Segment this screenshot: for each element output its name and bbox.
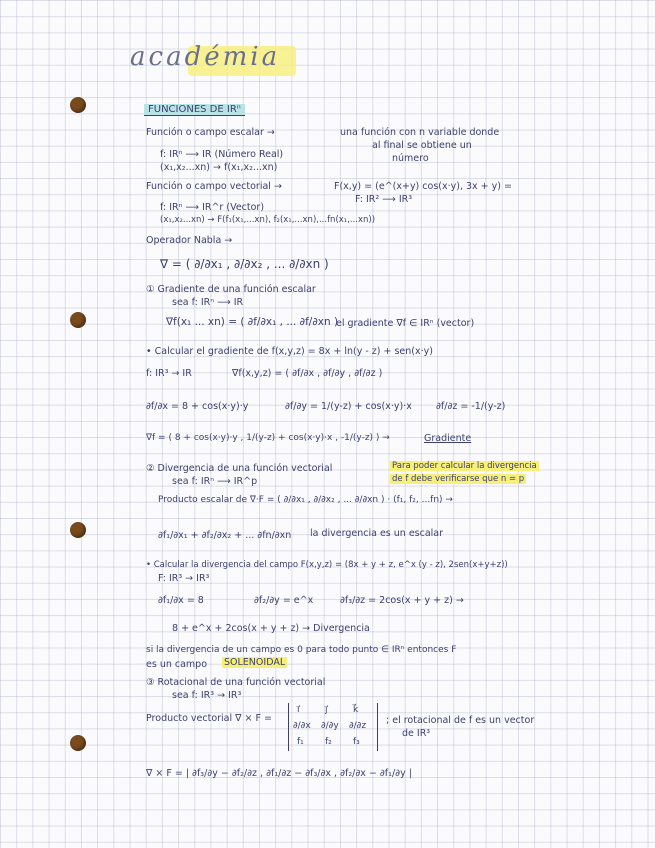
- formula-line: ∂f₁/∂x₁ + ∂f₂/∂x₂ + ... ∂fn/∂xn: [158, 530, 292, 541]
- page-title: académia: [120, 40, 320, 80]
- formula-line: ∇f(x,y,z) = ( ∂f/∂x , ∂f/∂y , ∂f/∂z ): [232, 368, 383, 379]
- text-line: número: [392, 153, 429, 164]
- subheading: ③ Rotacional de una función vectorial: [146, 677, 326, 688]
- section-heading: FUNCIONES DE IRⁿ: [144, 104, 245, 116]
- matrix-cell: i⃗: [297, 705, 300, 715]
- subheading: ① Gradiente de una función escalar: [146, 284, 316, 295]
- binder-hole: [70, 97, 86, 113]
- formula-line: ∇ = ( ∂/∂x₁ , ∂/∂x₂ , ... ∂/∂xn ): [160, 257, 329, 271]
- formula-line: ∂f₁/∂x = 8: [158, 595, 204, 606]
- formula-line: ∇f(x₁ ... xn) = ( ∂f/∂x₁ , ... ∂f/∂xn ): [166, 316, 339, 328]
- text-line: el gradiente ∇f ∈ IRⁿ (vector): [336, 318, 475, 329]
- matrix-cell: k⃗: [353, 705, 359, 715]
- formula-line: ∂f/∂y = 1/(y-z) + cos(x·y)·x: [285, 401, 412, 412]
- matrix-cell: ∂/∂z: [349, 721, 367, 731]
- matrix-cell: j⃗: [325, 705, 328, 715]
- matrix-cell: ∂/∂y: [321, 721, 339, 731]
- text-line: la divergencia es un escalar: [310, 528, 444, 539]
- highlight-note: Para poder calcular la divergencia: [392, 461, 537, 471]
- exercise-line: • Calcular el gradiente de f(x,y,z) = 8x + ln(y - z) + sen(x·y): [146, 346, 433, 357]
- formula-line: ∂f/∂z = -1/(y-z): [436, 401, 506, 412]
- binder-hole: [70, 735, 86, 751]
- text-line: ; el rotacional de f es un vector: [386, 715, 535, 726]
- text-line: Función o campo vectorial →: [146, 181, 282, 192]
- text-line: sea f: IRⁿ ⟶ IR^p: [172, 476, 258, 487]
- binder-hole: [70, 522, 86, 538]
- text-line: F(x,y) = (e^(x+y) cos(x·y), 3x + y) =: [334, 181, 512, 192]
- text-line: F: IR³ → IR³: [158, 573, 210, 584]
- text-line: Función o campo escalar →: [146, 127, 275, 138]
- formula-line: ∂f₂/∂y = e^x: [254, 595, 314, 606]
- formula-line: ∇f = ( 8 + cos(x·y)·y , 1/(y-z) + cos(x·y)·x , -1/(y-z) ) →: [146, 433, 390, 443]
- formula-line: ∂f/∂x = 8 + cos(x·y)·y: [146, 401, 249, 412]
- text-line: F: IR² ⟶ IR³: [355, 194, 413, 205]
- text-line: sea f: IR³ → IR³: [172, 690, 242, 701]
- highlight-note: de f debe verificarse que n = p: [392, 474, 525, 484]
- exercise-line: • Calcular la divergencia del campo F(x,y,z) = (8x + y + z, e^x (y - z), 2sen(x+y+z)): [146, 560, 508, 570]
- text-line: Producto vectorial ∇ × F =: [146, 713, 272, 724]
- formula-line: 8 + e^x + 2cos(x + y + z) → Divergencia: [172, 623, 370, 634]
- formula-line: ∂f₃/∂z = 2cos(x + y + z) →: [340, 595, 464, 606]
- text-line: es un campo: [146, 659, 208, 670]
- subheading: ② Divergencia de una función vectorial: [146, 463, 333, 474]
- text-line: (x₁,x₂...xn) → F(f₁(x₁,...xn), f₂(x₁,...xn),...fn(x₁,...xn)): [160, 215, 376, 225]
- text-line: una función con n variable donde: [340, 127, 500, 138]
- matrix-cell: f₃: [353, 737, 360, 747]
- matrix-cell: ∂/∂x: [293, 721, 311, 731]
- binder-hole: [70, 312, 86, 328]
- text-line: al final se obtiene un: [372, 140, 472, 151]
- result-label: Gradiente: [424, 433, 472, 444]
- text-line: si la divergencia de un campo es 0 para todo punto ∈ IRⁿ entonces F: [146, 645, 457, 655]
- highlight-term: SOLENOIDAL: [224, 657, 286, 668]
- text-line: f: IRⁿ ⟶ IR^r (Vector): [160, 202, 265, 213]
- formula-line: ∇ × F = | ∂f₃/∂y − ∂f₂/∂z , ∂f₁/∂z − ∂f₃/∂x , ∂f₂/∂x − ∂f₁/∂y |: [146, 768, 412, 779]
- matrix-cell: f₁: [297, 737, 304, 747]
- text-line: Operador Nabla →: [146, 235, 233, 246]
- text-line: f: IR³ → IR: [146, 368, 192, 379]
- formula-line: Producto escalar de ∇·F = ( ∂/∂x₁ , ∂/∂x₂ , ... ∂/∂xn ) · (f₁, f₂, ...fn) →: [158, 495, 453, 505]
- determinant-matrix: [288, 703, 378, 751]
- text-line: sea f: IRⁿ ⟶ IR: [172, 297, 244, 308]
- text-line: f: IRⁿ ⟶ IR (Número Real): [160, 149, 284, 160]
- text-line: de IR³: [402, 728, 431, 739]
- matrix-cell: f₂: [325, 737, 332, 747]
- text-line: (x₁,x₂...xn) → f(x₁,x₂...xn): [160, 162, 278, 173]
